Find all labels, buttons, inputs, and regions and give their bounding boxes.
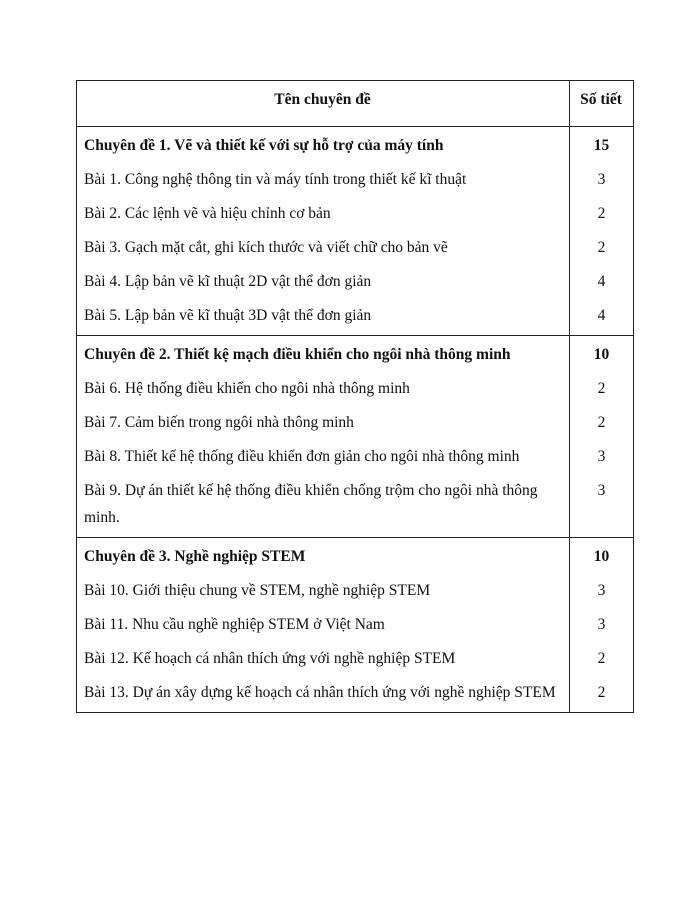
group-title: Chuyên đề 2. Thiết kệ mạch điều khiển cho ngôi nhà thông minh: [77, 336, 570, 369]
lesson-title: Bài 12. Kế hoạch cá nhân thích ứng với nghề nghiệp STEM: [77, 638, 570, 672]
lesson-row: [77, 402, 634, 436]
header-row: [77, 81, 634, 127]
lesson-periods: 4: [570, 261, 634, 295]
group-total: 15: [570, 127, 634, 160]
lesson-periods: 4: [570, 295, 634, 336]
lesson-row: [77, 638, 634, 672]
lesson-title: Bài 13. Dự án xây dựng kế hoạch cá nhân thích ứng với nghề nghiệp STEM: [77, 672, 570, 713]
lesson-title: Bài 7. Cảm biến trong ngôi nhà thông minh: [77, 402, 570, 436]
lesson-title: Bài 1. Công nghệ thông tin và máy tính trong thiết kế kĩ thuật: [77, 159, 570, 193]
lesson-title: Bài 11. Nhu cầu nghề nghiệp STEM ở Việt Nam: [77, 604, 570, 638]
header-periods: Số tiết: [570, 81, 634, 127]
group-total: 10: [570, 336, 634, 369]
group-row-3: [77, 538, 634, 571]
lesson-title: Bài 5. Lập bản vẽ kĩ thuật 3D vật thể đơn giản: [77, 295, 570, 336]
table-body: [77, 127, 634, 713]
lesson-row: [77, 193, 634, 227]
lesson-row: [77, 672, 634, 713]
lesson-periods: 3: [570, 159, 634, 193]
lesson-periods: 2: [570, 402, 634, 436]
lesson-title: Bài 4. Lập bản vẽ kĩ thuật 2D vật thể đơn giản: [77, 261, 570, 295]
lesson-row: [77, 295, 634, 336]
lesson-row: [77, 470, 634, 538]
topic-table: [76, 80, 634, 713]
group-title: Chuyên đề 3. Nghề nghiệp STEM: [77, 538, 570, 571]
group-row-1: [77, 127, 634, 160]
group-title: Chuyên đề 1. Vẽ và thiết kế với sự hỗ trợ của máy tính: [77, 127, 570, 160]
lesson-title: Bài 10. Giới thiệu chung về STEM, nghề nghiệp STEM: [77, 570, 570, 604]
lesson-periods: 3: [570, 436, 634, 470]
lesson-periods: 2: [570, 368, 634, 402]
lesson-title: Bài 2. Các lệnh vẽ và hiệu chỉnh cơ bản: [77, 193, 570, 227]
lesson-periods: 3: [570, 470, 634, 538]
lesson-row: [77, 159, 634, 193]
lesson-title: Bài 8. Thiết kế hệ thống điều khiển đơn giản cho ngôi nhà thông minh: [77, 436, 570, 470]
group-total: 10: [570, 538, 634, 571]
lesson-row: [77, 368, 634, 402]
lesson-periods: 3: [570, 604, 634, 638]
lesson-title: Bài 9. Dự án thiết kế hệ thống điều khiển chống trộm cho ngôi nhà thông minh.: [77, 470, 570, 538]
lesson-title: Bài 3. Gạch mặt cắt, ghi kích thước và viết chữ cho bản vẽ: [77, 227, 570, 261]
lesson-periods: 2: [570, 672, 634, 713]
table-header: [77, 81, 634, 127]
lesson-periods: 2: [570, 193, 634, 227]
lesson-row: [77, 227, 634, 261]
lesson-periods: 3: [570, 570, 634, 604]
lesson-periods: 2: [570, 227, 634, 261]
header-topic: Tên chuyên đề: [77, 81, 570, 127]
lesson-title: Bài 6. Hệ thống điều khiển cho ngôi nhà thông minh: [77, 368, 570, 402]
lesson-row: [77, 570, 634, 604]
group-row-2: [77, 336, 634, 369]
lesson-row: [77, 436, 634, 470]
lesson-periods: 2: [570, 638, 634, 672]
lesson-row: [77, 261, 634, 295]
lesson-row: [77, 604, 634, 638]
